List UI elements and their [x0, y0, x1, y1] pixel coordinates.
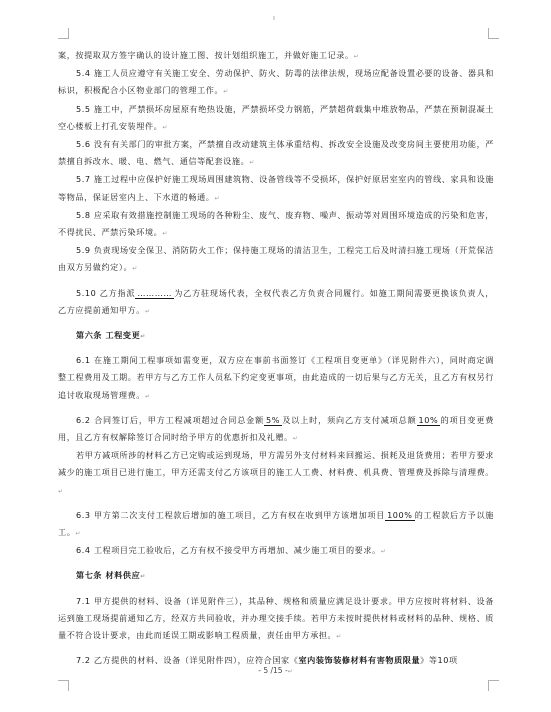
- threshold-percent-field: 5%: [266, 414, 281, 425]
- paragraph-6-2: 6.2 合同签订后，甲方工程减项超过合同总金额 5% 及以上时，须向乙方支付减项总额 10% 的项目变更费用，且乙方有权解除签订合同时给予甲方的优惠折扣及礼赠。↵: [58, 414, 494, 443]
- section-heading-7: 第七条 材料供应↵: [76, 570, 146, 581]
- paragraph-6-2-cont: 若甲方减项所涉的材料乙方已定购或运到现场，甲方需另外支付材料来回搬运、损耗及退货费用；若甲方要求减少的施工项目已进行施工，甲方还需支付乙方该项目的施工人工费、材料费、机具费、管理费及拆除与清理费。↵: [58, 450, 494, 495]
- paragraph-5-6: 5.6 没有有关部门的审批方案，严禁擅自改动建筑主体承重结构、拆改安全设施及改变房间主要使用功能，严禁擅自拆改水、暖、电、燃气、通信等配套设施。↵: [58, 139, 494, 167]
- page-number: - 5 /15 -↵: [258, 666, 293, 675]
- crop-mark-top-right: [488, 28, 499, 39]
- paragraph-7-1: 7.1 甲方提供的材料、设备（详见附件三），其品种、规格和质量应满足设计要求。甲方应按时将材料、设备运到施工现场提前通知乙方，经双方共同验收，并办理交接手续。若甲方未按时提供材料或材料的品种、规格、质量不符合设计要求，由此而延误工期或影响工程质量，责任由甲方承担。↵: [58, 595, 494, 641]
- paragraph-5-10: 5.10 乙方指派 ………… 为乙方驻现场代表，全权代表乙方负责合同履行。如施工期间需要更换该负责人，乙方应提前通知甲方。↵: [58, 287, 494, 315]
- paragraph-6-1: 6.1 在施工期间工程事项如需变更，双方应在事前书面签订《工程项目变更单》（详见附件六），同时商定调整工程费用及工期。若甲方与乙方工作人员私下约定变更事项，由此造成的一切后果与乙方无关，且乙方有权另行追讨收取现场管理费。↵: [58, 355, 494, 400]
- fee-percent-field: 10%: [418, 414, 439, 425]
- paragraph-5-4: 5.4 施工人员应遵守有关施工安全、劳动保护、防火、防毒的法律法规，现场应配备设置必要的设备、器具和标识，积极配合小区物业部门的管理工作。↵: [58, 68, 494, 96]
- top-margin-mark: ı: [273, 14, 275, 22]
- paragraph-6-4: 6.4 工程项目完工验收后，乙方有权不接受甲方再增加、减少施工项目的要求。↵: [76, 545, 386, 556]
- payment-percent-field: 100%: [387, 509, 413, 520]
- section-heading-6: 第六条 工程变更↵: [76, 330, 146, 341]
- document-body: [58, 47, 494, 670]
- paragraph-5-7: 5.7 施工过程中应保护好施工现场周围建筑物、设备管线等不受损坏，保护好原居室室内的管线、家具和设施等物品，保证居室内上、下水道的畅通。↵: [58, 174, 494, 202]
- crop-mark-bottom-right: [488, 680, 499, 691]
- paragraph-5-8: 5.8 应采取有效措施控制施工现场的各种粉尘、废气、废弃物、噪声、振动等对周围环境造成的污染和危害，不得扰民、严禁污染环境。↵: [58, 209, 494, 238]
- paragraph-7-2: 7.2 乙方提供的材料、设备（详见附件四），应符合国家《室内装饰装修材料有害物质限量》等10项: [76, 655, 458, 666]
- paragraph-5-9: 5.9 负责现场安全保卫、消防防火工作；保持施工现场的清洁卫生，工程完工后及时清扫施工现场（开荒保洁由双方另做约定）。↵: [58, 245, 494, 273]
- crop-mark-bottom-left: [58, 680, 69, 691]
- representative-blank: …………: [137, 287, 173, 298]
- crop-mark-top-left: [58, 28, 69, 39]
- paragraph-6-3: 6.3 甲方第二次支付工程款后增加的施工项目，乙方有权在收到甲方该增加项目 100% 的工程款后方予以施工。↵: [58, 509, 494, 538]
- paragraph-5-5: 5.5 施工中，严禁损坏房屋原有绝热设施，严禁损坏受力钢筋，严禁超荷载集中堆放物品，严禁在预制混凝土空心楼板上打孔安装埋件。↵: [58, 103, 494, 131]
- paragraph-continuation: 案，按提取双方签字确认的设计施工图、按计划组织施工，并做好施工记录。↵: [58, 50, 359, 60]
